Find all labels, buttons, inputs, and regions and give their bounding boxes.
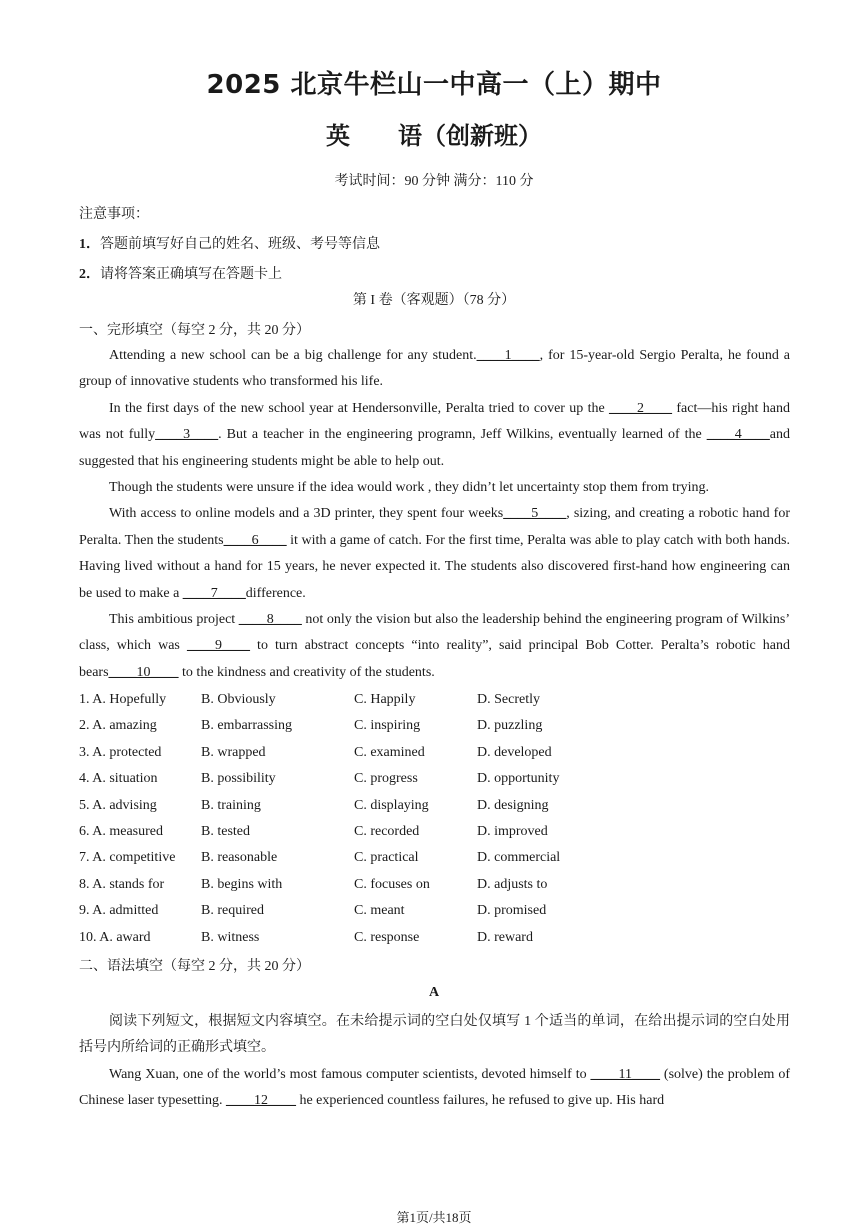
option-row [79, 819, 637, 845]
answer-blank: ____1____ [476, 348, 540, 363]
passage-text: he experienced countless failures, he refused to give up. His hard [295, 1093, 665, 1109]
option-choice: C. examined [354, 744, 425, 760]
option-choice: B. training [201, 797, 261, 813]
passage-paragraph [79, 501, 790, 607]
option-choice: 3. A. protected [79, 744, 162, 760]
option-choice: B. possibility [201, 771, 276, 787]
option-choice: B. Obviously [201, 692, 276, 707]
passage-text: In the first days of the new school year at Hendersonville, Peralta tried to cover up the [109, 400, 610, 416]
passage-text: Though the students were unsure if the idea would work , they didn’t let uncertainty stop them from trying. [109, 480, 710, 496]
option-choice: D. reward [477, 929, 533, 945]
passage-text: to turn abstract concepts “into reality”, said principal Bob Cotter. Peralta’s robotic hand bears [79, 638, 790, 680]
passage-text: and suggested that his engineering students might be able to help out. [79, 427, 790, 469]
passage-text: . But a teacher in the engineering programn, Jeff Wilkins, eventually learned of the [218, 427, 707, 443]
passage-text: it with a game of catch. For the first time, Peralta was able to play catch with both hands. Having lived without a hand for 15 years, he never expected it. The students also discovered first-hand how engineering can be used to make a [79, 532, 791, 601]
passage-text: This ambitious project [109, 612, 239, 628]
answer-blank: ____2____ [609, 400, 673, 416]
passage-text: With access to online models and a 3D printer, they spent four weeks [109, 506, 504, 522]
option-choice: D. Secretly [477, 692, 540, 707]
answer-blank: ____4____ [706, 427, 770, 443]
option-choice: C. progress [354, 771, 418, 787]
note-number: 1． [79, 237, 100, 252]
subject-title [0, 116, 868, 151]
option-choice: D. developed [477, 744, 552, 760]
option-choice: D. adjusts to [477, 876, 548, 892]
subject-title-part-2: 语（创新班） [398, 122, 542, 150]
cloze-passage [79, 343, 790, 686]
section-heading-cloze: 一、完形填空（每空 2 分，共 20 分） [79, 323, 310, 338]
answer-blank: ____8____ [238, 612, 302, 628]
answer-blank: ____3____ [155, 427, 219, 443]
option-choice: D. promised [477, 903, 547, 919]
page-title: 2025 北京牛栏山一中高一（上）期中 [206, 70, 662, 100]
option-choice: D. opportunity [477, 771, 560, 787]
volume-heading: 第 I 卷（客观题）（78 分） [352, 293, 516, 308]
option-choice: B. witness [201, 929, 260, 945]
grammar-passage [79, 1009, 790, 1115]
passage-paragraph [79, 396, 790, 475]
option-row [79, 872, 637, 898]
option-choice: B. begins with [201, 876, 283, 892]
passage-text: , sizing, and creating a robotic hand for Peralta. Then the students [79, 506, 790, 548]
option-choice: C. focuses on [354, 876, 430, 892]
note-number: 2． [79, 267, 100, 282]
passage-text: Wang Xuan, one of the world’s most famous computer scientists, devoted himself to [109, 1066, 591, 1082]
option-row [79, 766, 637, 792]
option-row [79, 925, 637, 951]
option-choice: 9. A. admitted [79, 903, 159, 919]
instructions-paragraph: 阅读下列短文，根据短文内容填空。在未给提示词的空白处仅填写 1 个适当的单词，在给出提示词的空白处用括号内所给词的正确形式填空。 [79, 1014, 790, 1056]
option-choice: 6. A. measured [79, 823, 163, 839]
option-choice: 2. A. amazing [79, 718, 157, 734]
option-row [79, 687, 637, 713]
note-text: 请将答案正确填写在答题卡上 [100, 267, 282, 282]
option-choice: 10. A. award [79, 929, 151, 945]
passage-paragraph [79, 475, 790, 501]
option-choice: C. inspiring [354, 718, 421, 734]
option-choice: C. meant [354, 903, 405, 919]
notes-block [79, 200, 380, 290]
option-choice: B. embarrassing [201, 718, 292, 734]
option-choice: 5. A. advising [79, 797, 157, 813]
option-row [79, 898, 637, 924]
option-choice: C. practical [354, 850, 419, 866]
subject-title-part-1: 英 [326, 122, 350, 150]
answer-blank: ____5____ [503, 506, 567, 522]
passage-text: fact—his right hand was not fully [79, 400, 790, 443]
option-choice: 8. A. stands for [79, 876, 165, 892]
grammar-paragraph [79, 1062, 790, 1115]
answer-blank: ____12____ [225, 1093, 296, 1109]
page-footer: 第1页/共18页 [396, 1210, 472, 1225]
option-choice: C. displaying [354, 797, 429, 813]
option-choice: 1. A. Hopefully [79, 692, 167, 707]
note-text: 答题前填写好自己的姓名、班级、考号等信息 [100, 237, 380, 252]
option-row [79, 713, 637, 739]
passage-text: difference. [245, 585, 306, 601]
note-item [79, 260, 380, 290]
section-heading-grammar: 二、语法填空（每空 2 分，共 20 分） [79, 959, 310, 974]
passage-paragraph [79, 343, 790, 396]
answer-blank: ____10____ [108, 664, 179, 680]
passage-text: , for 15-year-old Sergio Peralta, he found a group of innovative students who transformed his life. [79, 348, 790, 390]
option-choice: C. recorded [354, 823, 420, 839]
option-choice: D. designing [477, 797, 549, 813]
note-item [79, 230, 380, 260]
passage-text: (solve) the problem of Chinese laser typesetting. [79, 1066, 791, 1109]
option-choice: B. reasonable [201, 850, 278, 866]
option-choice: B. tested [201, 823, 250, 839]
cloze-options [79, 687, 637, 951]
option-choice: C. response [354, 929, 420, 945]
option-choice: 4. A. situation [79, 771, 158, 787]
answer-blank: ____7____ [182, 585, 246, 601]
option-choice: C. Happily [354, 692, 416, 707]
passage-paragraph [79, 607, 790, 686]
passage-text: Attending a new school can be a big challenge for any student. [109, 348, 477, 363]
option-choice: D. commercial [477, 850, 561, 866]
answer-blank: ____11____ [590, 1066, 660, 1082]
part-label: A [428, 985, 440, 1000]
option-row [79, 845, 637, 871]
option-choice: B. required [201, 903, 264, 919]
option-choice: D. puzzling [477, 718, 543, 734]
passage-text: not only the vision but also the leadership behind the engineering program of Wilkins’ class, which was [79, 612, 790, 654]
passage-text: to the kindness and creativity of the students. [178, 664, 435, 680]
answer-blank: ____9____ [186, 638, 250, 654]
option-choice: 7. A. competitive [79, 850, 176, 866]
option-choice: D. improved [477, 823, 548, 839]
option-row [79, 793, 637, 819]
option-choice: B. wrapped [201, 744, 266, 760]
option-row [79, 740, 637, 766]
notes-heading: 注意事项： [79, 207, 149, 222]
exam-info: 考试时间：90 分钟 满分：110 分 [334, 174, 534, 189]
answer-blank: ____6____ [223, 532, 287, 548]
